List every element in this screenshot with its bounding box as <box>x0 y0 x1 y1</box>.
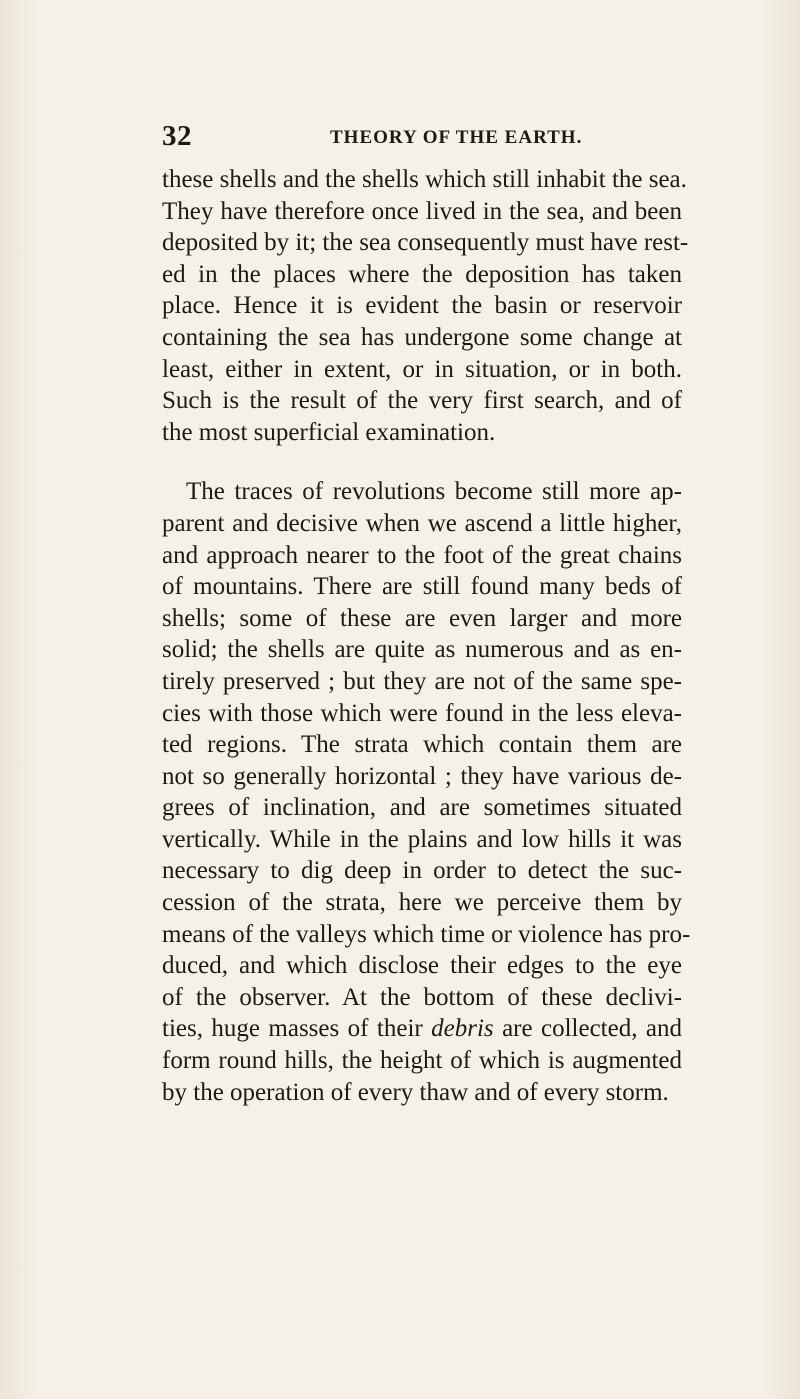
italic-word: debris <box>431 1015 494 1043</box>
text-line: least, either in extent, or in situation, or in both. <box>162 355 682 383</box>
text-line: duced, and which disclose their edges to the eye <box>162 952 682 980</box>
text-line: parent and decisive when we ascend a little higher, <box>162 509 682 537</box>
text-line: Such is the result of the very first search, and of <box>162 387 682 415</box>
text-line: of the observer. At the bottom of these declivi- <box>162 983 682 1011</box>
text-line: not so generally horizontal ; they have various de- <box>162 762 682 790</box>
text-line: containing the sea has undergone some change at <box>162 323 682 351</box>
text-line: ed in the places where the deposition has taken <box>162 260 682 288</box>
text-segment: ties, huge masses of their <box>162 1015 423 1043</box>
text-line: ted regions. The strata which contain them are <box>162 731 682 759</box>
text-line: They have therefore once lived in the sea, and been <box>162 197 682 225</box>
running-head <box>162 120 682 160</box>
text-line: vertically. While in the plains and low hills it was <box>162 825 682 853</box>
text-line: tirely preserved ; but they are not of the same spe- <box>162 667 682 695</box>
header-title: THEORY OF THE EARTH. <box>330 127 583 148</box>
text-line: means of the valleys which time or violence has pro- <box>162 920 691 948</box>
text-line: deposited by it; the sea consequently must have rest- <box>162 229 689 257</box>
paragraph-1 <box>162 164 689 448</box>
text-line: necessary to dig deep in order to detect the suc- <box>162 857 682 885</box>
text-line: cies with those which were found in the less eleva- <box>162 699 682 727</box>
body-text <box>162 164 691 1108</box>
text-line: form round hills, the height of which is augmented <box>162 1047 682 1075</box>
paragraph-2 <box>162 476 691 1108</box>
text-line: shells; some of these are even larger and more <box>162 604 682 632</box>
text-line: these shells and the shells which still inhabit the sea. <box>162 166 687 193</box>
text-line: grees of inclination, and are sometimes situated <box>162 794 682 822</box>
text-line: by the operation of every thaw and of every storm. <box>162 1078 669 1106</box>
text-segment: are collected, and <box>502 1015 682 1043</box>
text-line: cession of the strata, here we perceive them by <box>162 889 682 917</box>
paragraph-gap <box>162 448 682 476</box>
text-line: The traces of revolutions become still more ap- <box>186 478 682 506</box>
text-line: place. Hence it is evident the basin or reservoir <box>162 292 682 320</box>
text-line <box>162 1013 682 1045</box>
text-line: and approach nearer to the foot of the great chains <box>162 541 682 569</box>
page-number: 32 <box>162 120 192 152</box>
text-line: the most superficial examination. <box>162 418 496 446</box>
text-line: of mountains. There are still found many beds of <box>162 573 682 601</box>
text-line: solid; the shells are quite as numerous and as en- <box>162 636 682 664</box>
